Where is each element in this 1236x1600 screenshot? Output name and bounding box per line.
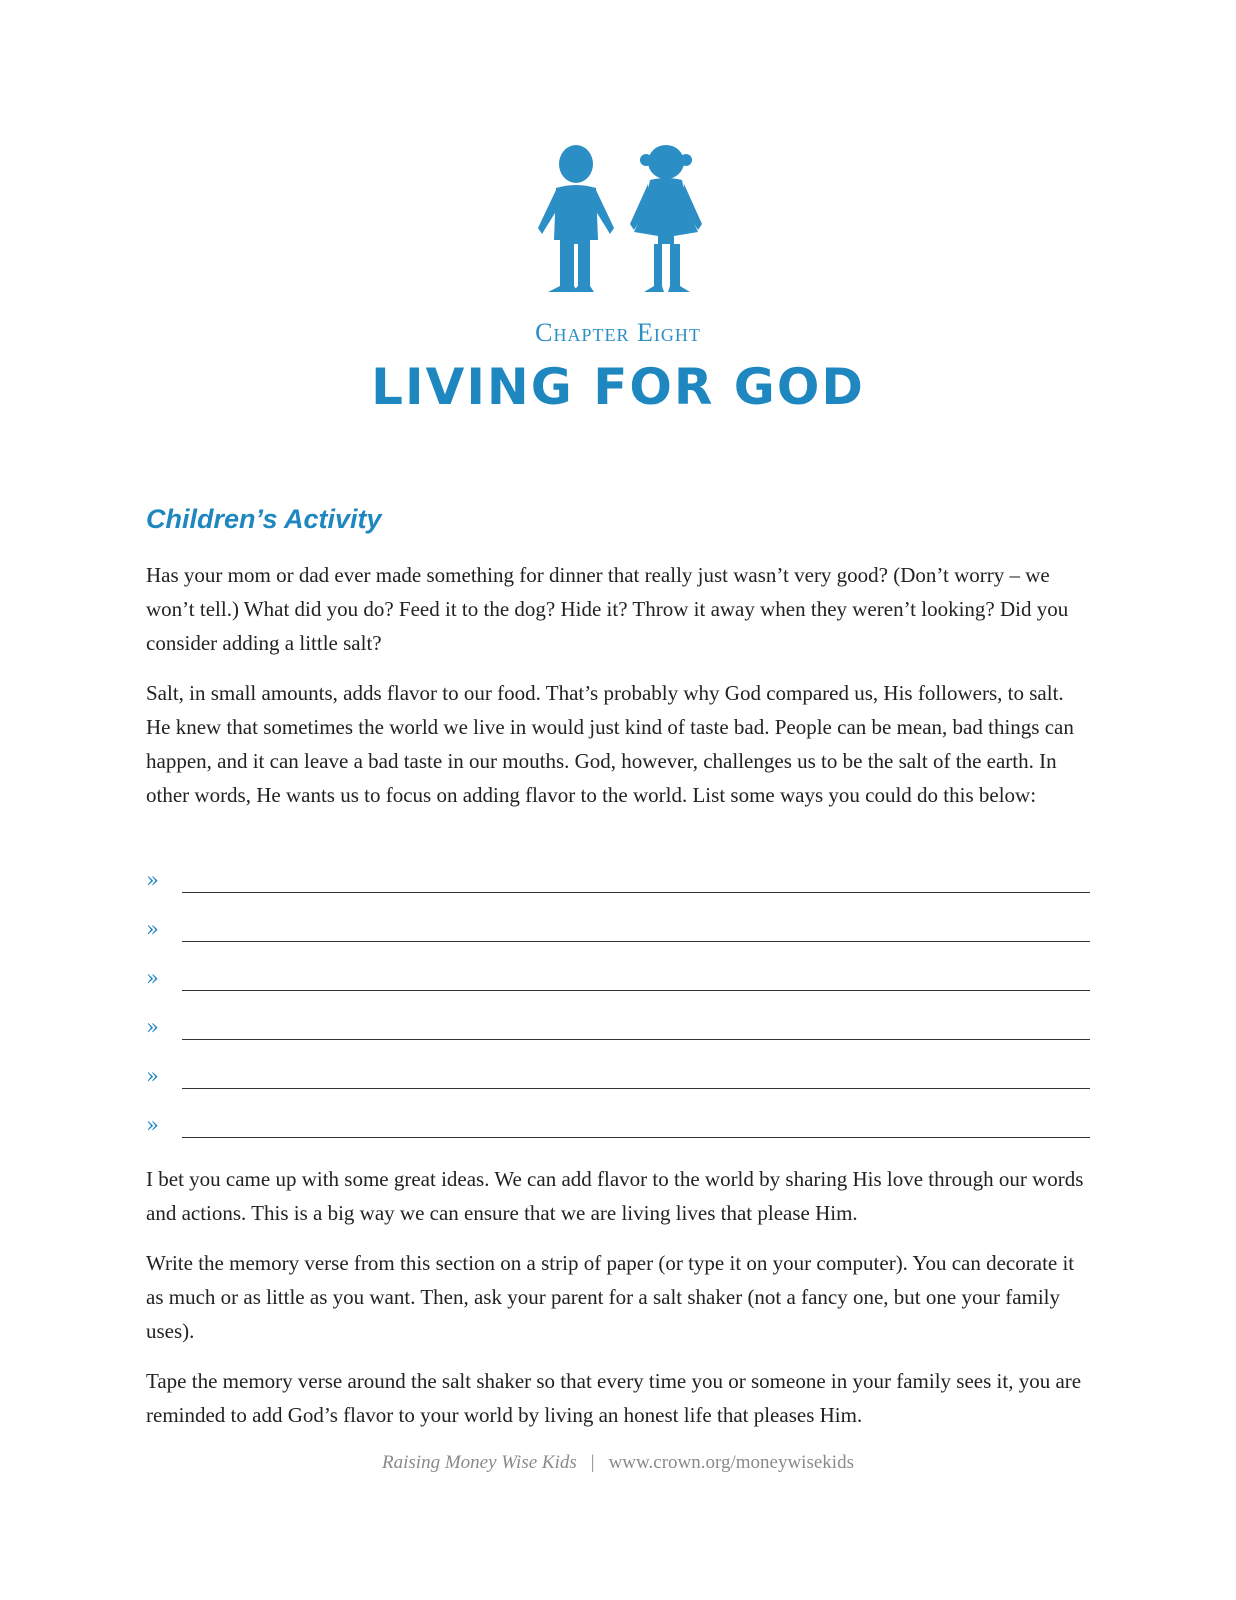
bullet-icon: » [146, 1015, 159, 1039]
underline [182, 990, 1090, 991]
chapter-label: Chapter Eight [535, 318, 701, 347]
answer-line[interactable] [146, 966, 1090, 1015]
footer-separator: | [590, 1452, 595, 1473]
bullet-icon: » [146, 1113, 159, 1137]
paragraph-salt-shaker: Tape the memory verse around the salt shaker so that every time you or someone in your family sees it, you are reminded to add God’s flavor to your world by living an honest life that pleases Him. [146, 1369, 1082, 1427]
chapter-title: LIVING FOR GOD [371, 358, 865, 416]
paragraph-memory-verse: Write the memory verse from this section on a strip of paper (or type it on your computer). You can decorate it as much or as little as you want. Then, ask your parent for a salt shaker (not a fancy one, but one your family uses). [146, 1251, 1075, 1343]
answer-line[interactable] [146, 1113, 1090, 1162]
answer-line[interactable] [146, 868, 1090, 917]
answer-line[interactable] [146, 1064, 1090, 1113]
answer-line[interactable] [146, 1015, 1090, 1064]
underline [182, 1137, 1090, 1138]
footer-book-title: Raising Money Wise Kids [382, 1452, 577, 1473]
paragraph-ideas: I bet you came up with some great ideas. We can add flavor to the world by sharing His love through our words and actions. This is a big way we can ensure that we are living lives that please Him. [146, 1167, 1084, 1225]
bullet-icon: » [146, 868, 159, 892]
underline [182, 941, 1090, 942]
underline [182, 1039, 1090, 1040]
underline [182, 1088, 1090, 1089]
bullet-icon: » [146, 917, 159, 941]
answer-lines [146, 868, 1090, 1162]
paragraph-salt: Salt, in small amounts, adds flavor to our food. That’s probably why God compared us, His followers, to salt. He knew that sometimes the world we live in would just kind of taste bad. People can be mean, bad things can happen, and it can leave a bad taste in our mouths. God, however, challenges us to be the salt of the earth. In other words, He wants us to focus on adding flavor to the world. List some ways you could do this below: [146, 681, 1074, 807]
paragraph-intro: Has your mom or dad ever made something for dinner that really just wasn’t very good? (Don’t worry – we won’t tell.) What did you do? Feed it to the dog? Hide it? Throw it away when they weren’t looking? Did you consider adding a little salt? [146, 563, 1069, 655]
footer-url[interactable]: www.crown.org/moneywisekids [608, 1452, 854, 1473]
underline [182, 892, 1090, 893]
answer-line[interactable] [146, 917, 1090, 966]
boy-and-girl-icon [534, 140, 712, 300]
bullet-icon: » [146, 1064, 159, 1088]
bullet-icon: » [146, 966, 159, 990]
section-heading: Children’s Activity [146, 504, 382, 534]
page-footer [0, 1452, 1236, 1474]
